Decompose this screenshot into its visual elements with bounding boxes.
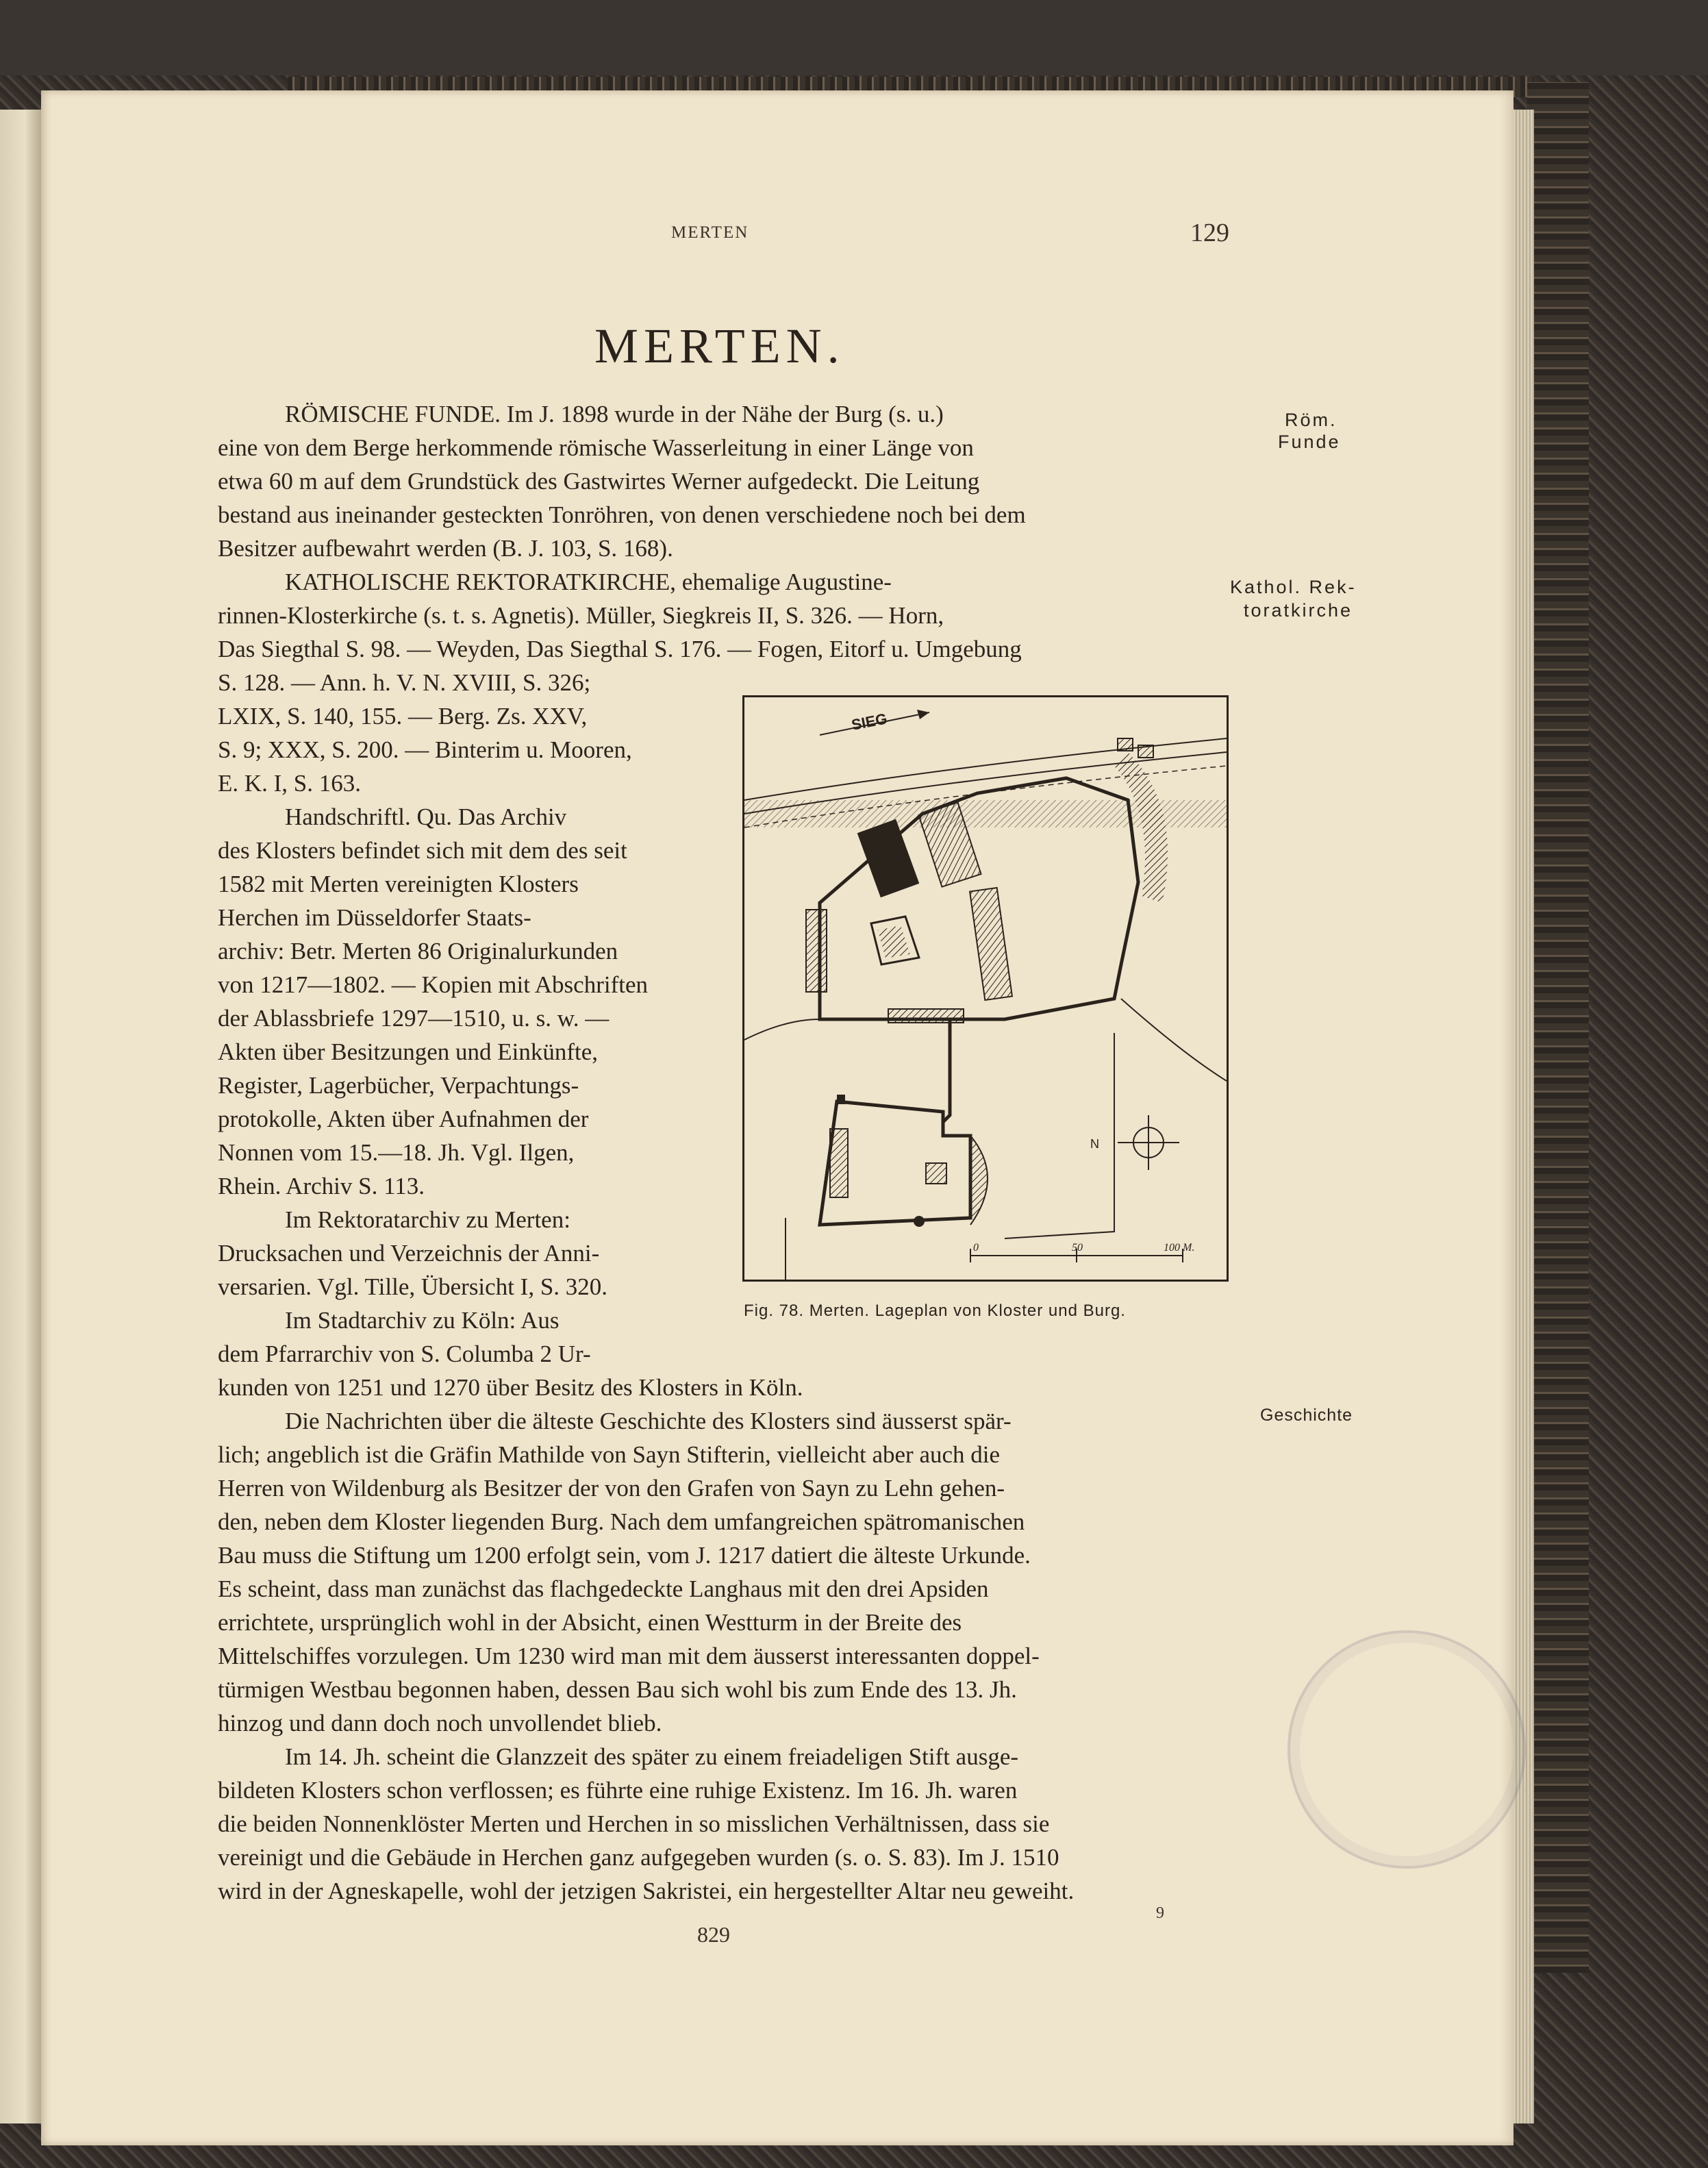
monastery-building <box>970 888 1012 1000</box>
field-boundary <box>1005 1033 1114 1238</box>
body-line: Bau muss die Stiftung um 1200 erfolgt sein, vom J. 1217 datiert die älteste Urkunde. <box>218 1542 1031 1569</box>
body-line: kunden von 1251 und 1270 über Besitz des Klosters in Köln. <box>218 1374 803 1401</box>
body-line: S. 128. — Ann. h. V. N. XVIII, S. 326; <box>218 669 591 696</box>
margin-note: Funde <box>1278 432 1341 452</box>
left-page-edge <box>0 110 41 2123</box>
body-line: Herchen im Düsseldorfer Staats- <box>218 904 531 931</box>
body-line: wird in der Agneskapelle, wohl der jetzigen Sakristei, ein hergestellter Altar neu geweiht. <box>218 1878 1075 1904</box>
body-line: Im 14. Jh. scheint die Glanzzeit des später zu einem freiadeligen Stift ausge- <box>285 1743 1019 1770</box>
body-line: eine von dem Berge herkommende römische Wasserleitung in einer Länge von <box>218 434 974 461</box>
site-plan-figure <box>742 695 1229 1282</box>
body-line: dem Pfarrarchiv von S. Columba 2 Ur- <box>218 1341 591 1367</box>
body-line: Mittelschiffes vorzulegen. Um 1230 wird man mit dem äusserst interessanten doppel- <box>218 1643 1040 1669</box>
footer-number: 829 <box>697 1922 730 1947</box>
north-label: N <box>1090 1137 1099 1151</box>
north-arrow-icon <box>1118 1115 1179 1170</box>
body-line: den, neben dem Kloster liegenden Burg. Nach dem umfangreichen spätromanischen <box>218 1508 1025 1535</box>
body-line: protokolle, Akten über Aufnahmen der <box>218 1106 589 1132</box>
connecting-wall <box>943 1019 950 1122</box>
body-line: RÖMISCHE FUNDE. Im J. 1898 wurde in der Nähe der Burg (s. u.) <box>285 401 944 427</box>
outbuilding <box>1118 738 1133 751</box>
body-line: die beiden Nonnenklöster Merten und Herchen in so misslichen Verhältnissen, dass sie <box>218 1810 1050 1837</box>
road <box>744 1019 820 1040</box>
body-line: türmigen Westbau begonnen haben, dessen Bau sich wohl bis zum Ende des 13. Jh. <box>218 1676 1017 1703</box>
signature-mark: 9 <box>1156 1904 1164 1922</box>
castle-moat <box>970 1136 988 1225</box>
body-line: Es scheint, dass man zunächst das flachgedeckte Langhaus mit den drei Apsiden <box>218 1575 989 1602</box>
running-head: MERTEN <box>671 223 749 242</box>
body-line: errichtete, ursprünglich wohl in der Absicht, einen Westturm in der Breite des <box>218 1609 962 1636</box>
body-line: 1582 mit Merten vereinigten Klosters <box>218 871 579 897</box>
body-line: vereinigt und die Gebäude in Herchen ganz aufgegeben wurden (s. o. S. 83). Im J. 1510 <box>218 1844 1059 1871</box>
body-line: Die Nachrichten über die älteste Geschichte des Klosters sind äusserst spär- <box>285 1408 1012 1434</box>
page-title: MERTEN. <box>594 319 845 373</box>
body-line: des Klosters befindet sich mit dem des seit <box>218 837 627 864</box>
site-plan-drawing <box>744 697 1227 1280</box>
castle-tower <box>837 1095 845 1104</box>
scale-label: 50 <box>1072 1242 1083 1254</box>
body-line: hinzog und dann doch noch unvollendet blieb. <box>218 1710 662 1736</box>
body-line: von 1217—1802. — Kopien mit Abschriften <box>218 971 649 998</box>
body-line: bildeten Klosters schon verflossen; es führte eine ruhige Existenz. Im 16. Jh. waren <box>218 1777 1018 1804</box>
body-line: Besitzer aufbewahrt werden (B. J. 103, S. 168). <box>218 535 673 562</box>
road <box>1121 999 1227 1081</box>
body-line: LXIX, S. 140, 155. — Berg. Zs. XXV, <box>218 703 588 730</box>
body-line: Herren von Wildenburg als Besitzer der von den Grafen von Sayn zu Lehn gehen- <box>218 1475 1005 1502</box>
scale-label: 0 <box>973 1242 979 1254</box>
body-line: bestand aus ineinander gesteckten Tonröhren, von denen verschiedene noch bei dem <box>218 501 1026 528</box>
marbled-edge-right <box>1527 82 1589 1973</box>
body-line: Drucksachen und Verzeichnis der Anni- <box>218 1240 600 1267</box>
body-line: archiv: Betr. Merten 86 Originalurkunden <box>218 938 618 964</box>
body-line: Das Siegthal S. 98. — Weyden, Das Siegthal S. 176. — Fogen, Eitorf u. Umgebung <box>218 636 1022 662</box>
monastery-building <box>806 910 827 992</box>
body-line: versarien. Vgl. Tille, Übersicht I, S. 320. <box>218 1273 608 1300</box>
library-stamp <box>1288 1630 1526 1869</box>
cloister-garden <box>878 925 910 958</box>
body-line: Handschriftl. Qu. Das Archiv <box>285 803 567 830</box>
body-line: S. 9; XXX, S. 200. — Binterim u. Mooren, <box>218 736 632 763</box>
page-number: 129 <box>1190 219 1229 247</box>
river-label: SIEG <box>850 710 889 734</box>
outbuilding <box>1138 745 1153 758</box>
body-line: Rhein. Archiv S. 113. <box>218 1173 425 1199</box>
body-line: Im Stadtarchiv zu Köln: Aus <box>285 1307 560 1334</box>
body-line: der Ablassbriefe 1297—1510, u. s. w. — <box>218 1005 610 1032</box>
body-line: Register, Lagerbücher, Verpachtungs- <box>218 1072 579 1099</box>
figure-caption: Fig. 78. Merten. Lageplan von Kloster und Burg. <box>744 1301 1126 1320</box>
body-line: Akten über Besitzungen und Einkünfte, <box>218 1038 599 1065</box>
scale-label: 100 M. <box>1164 1242 1195 1254</box>
body-line: rinnen-Klosterkirche (s. t. s. Agnetis). Müller, Siegkreis II, S. 326. — Horn, <box>218 602 944 629</box>
castle-tower <box>914 1216 925 1227</box>
body-line: Nonnen vom 15.—18. Jh. Vgl. Ilgen, <box>218 1139 575 1166</box>
church-block <box>857 819 920 897</box>
body-line: KATHOLISCHE REKTORATKIRCHE, ehemalige Augustine- <box>285 569 892 595</box>
body-line: etwa 60 m auf dem Grundstück des Gastwirtes Werner aufgedeckt. Die Leitung <box>218 468 980 495</box>
margin-note: Geschichte <box>1260 1406 1353 1425</box>
body-line: E. K. I, S. 163. <box>218 770 362 797</box>
castle-building <box>830 1129 848 1197</box>
margin-note: Röm. <box>1285 410 1337 430</box>
margin-note: toratkirche <box>1244 600 1353 621</box>
body-line: Im Rektoratarchiv zu Merten: <box>285 1206 570 1233</box>
body-line: lich; angeblich ist die Gräfin Mathilde von Sayn Stifterin, vielleicht aber auch die <box>218 1441 1001 1468</box>
margin-note: Kathol. Rek- <box>1230 577 1357 597</box>
castle-building <box>926 1163 946 1184</box>
monastery-building <box>888 1009 964 1023</box>
